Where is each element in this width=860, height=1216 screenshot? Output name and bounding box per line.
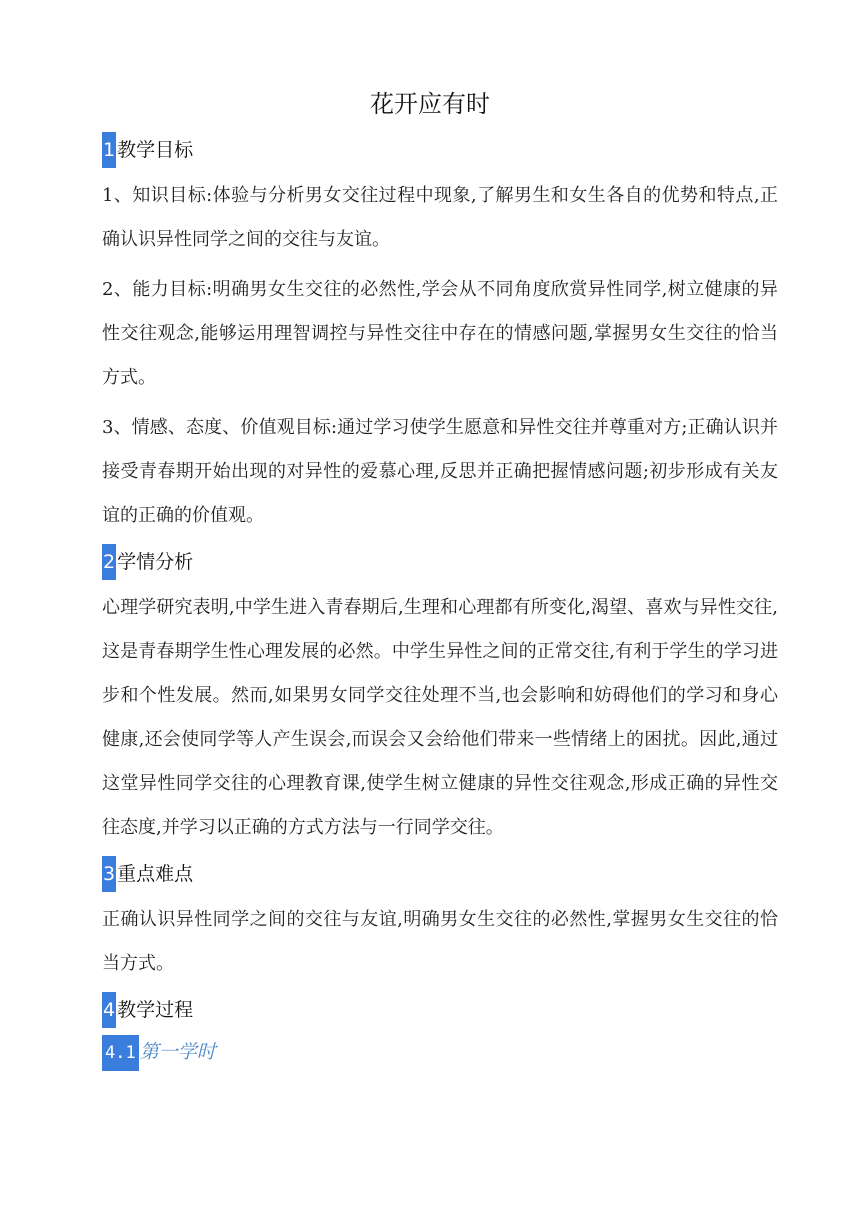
paragraph: 正确认识异性同学之间的交往与友谊,明确男女生交往的必然性,掌握男女生交往的恰当方式。	[102, 909, 778, 974]
paragraph: 心理学研究表明,中学生进入青春期后,生理和心理都有所变化,渴望、喜欢与异性交往,这是青春期学生性心理发展的必然。中学生异性之间的正常交往,有利于学生的学习进步和个性发展。然而,如果男女同学交往处理不当,也会影响和妨碍他们的学习和身心健康,还会使同学等人产生误会,而误会又会给他们带来一些情绪上的困扰。因此,通过这堂异性同学交往的心理教育课,使学生树立健康的异性交往观念,形成正确的异性交往态度,并学习以正确的方式方法与一行同学交往。	[102, 597, 778, 838]
subsection-number: 4.1	[102, 1035, 139, 1071]
section-number: 2	[102, 544, 116, 580]
paragraph: 1、知识目标:体验与分析男女交往过程中现象,了解男生和女生各自的优势和特点,正确认识异性同学之间的交往与友谊。	[102, 185, 778, 250]
section-number: 1	[102, 132, 116, 168]
document-body	[102, 132, 778, 1071]
section-heading-key-points	[102, 856, 778, 892]
section-heading-objectives	[102, 132, 778, 168]
section-heading-process	[102, 992, 778, 1028]
section-title: 教学过程	[117, 999, 194, 1021]
section-number: 4	[102, 992, 116, 1028]
section-number: 3	[102, 856, 116, 892]
section-heading-analysis	[102, 544, 778, 580]
subsection-title: 第一学时	[139, 1041, 216, 1063]
section-title: 教学目标	[117, 139, 194, 161]
paragraph: 3、情感、态度、价值观目标:通过学习使学生愿意和异性交往并尊重对方;正确认识并接受青春期开始出现的对异性的爱慕心理,反思并正确把握情感问题;初步形成有关友谊的正确的价值观。	[102, 417, 778, 526]
section-title: 学情分析	[117, 551, 194, 573]
subsection-heading-first-lesson	[102, 1034, 778, 1071]
section-title: 重点难点	[117, 863, 194, 885]
paragraph: 2、能力目标:明确男女生交往的必然性,学会从不同角度欣赏异性同学,树立健康的异性交往观念,能够运用理智调控与异性交往中存在的情感问题,掌握男女生交往的恰当方式。	[102, 279, 778, 388]
page-title: 花开应有时	[370, 90, 490, 118]
